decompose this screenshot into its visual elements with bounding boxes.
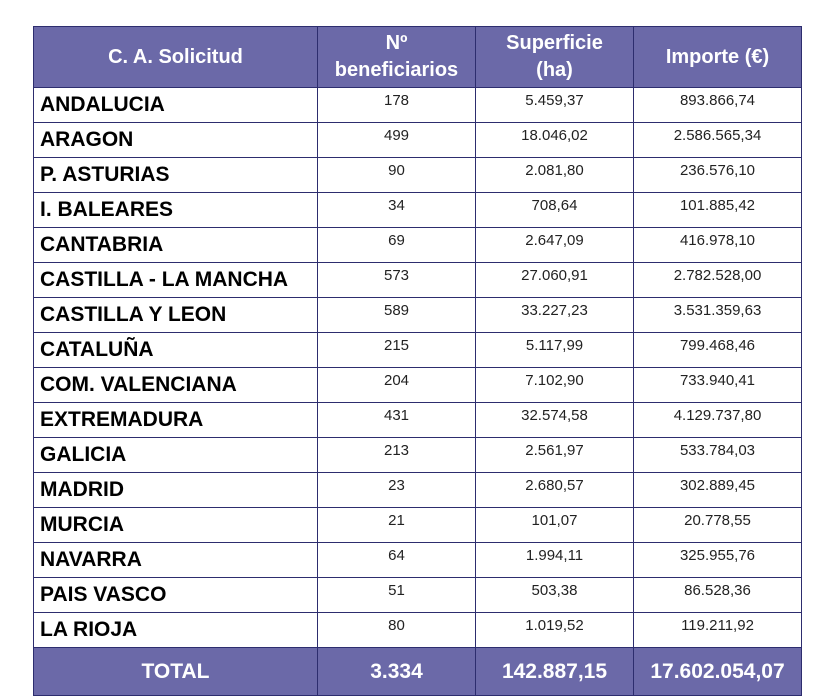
header-row — [34, 27, 802, 88]
region-cell: CASTILLA Y LEON — [34, 298, 318, 333]
beneficiarios-cell: 21 — [318, 508, 476, 543]
superficie-cell: 2.561,97 — [476, 438, 634, 473]
region-cell: I. BALEARES — [34, 193, 318, 228]
region-cell: NAVARRA — [34, 543, 318, 578]
importe-cell: 416.978,10 — [634, 228, 802, 263]
importe-cell: 2.586.565,34 — [634, 123, 802, 158]
table-row — [34, 543, 802, 578]
importe-cell: 733.940,41 — [634, 368, 802, 403]
total-row — [34, 648, 802, 696]
beneficiarios-cell: 431 — [318, 403, 476, 438]
importe-cell: 302.889,45 — [634, 473, 802, 508]
header-beneficiarios-line1: Nº — [385, 32, 408, 54]
importe-cell: 2.782.528,00 — [634, 263, 802, 298]
superficie-cell: 1.994,11 — [476, 543, 634, 578]
total-beneficiarios: 3.334 — [318, 648, 476, 696]
superficie-cell: 1.019,52 — [476, 613, 634, 648]
superficie-cell: 32.574,58 — [476, 403, 634, 438]
importe-cell: 119.211,92 — [634, 613, 802, 648]
superficie-cell: 18.046,02 — [476, 123, 634, 158]
table-body — [34, 88, 802, 648]
header-importe — [634, 27, 802, 88]
beneficiarios-cell: 69 — [318, 228, 476, 263]
superficie-cell: 503,38 — [476, 578, 634, 613]
header-beneficiarios-line2: beneficiarios — [334, 59, 459, 81]
beneficiarios-cell: 499 — [318, 123, 476, 158]
superficie-cell: 27.060,91 — [476, 263, 634, 298]
beneficiarios-cell: 178 — [318, 88, 476, 123]
importe-cell: 236.576,10 — [634, 158, 802, 193]
table-row — [34, 473, 802, 508]
table-row — [34, 228, 802, 263]
table-row — [34, 368, 802, 403]
beneficiarios-cell: 589 — [318, 298, 476, 333]
region-cell: CANTABRIA — [34, 228, 318, 263]
beneficiarios-cell: 51 — [318, 578, 476, 613]
superficie-cell: 2.680,57 — [476, 473, 634, 508]
beneficiaries-table — [33, 26, 802, 696]
region-cell: CATALUÑA — [34, 333, 318, 368]
table-header — [34, 27, 802, 88]
table-row — [34, 333, 802, 368]
region-cell: P. ASTURIAS — [34, 158, 318, 193]
region-cell: ANDALUCIA — [34, 88, 318, 123]
importe-cell: 20.778,55 — [634, 508, 802, 543]
beneficiarios-cell: 34 — [318, 193, 476, 228]
beneficiarios-cell: 204 — [318, 368, 476, 403]
superficie-cell: 2.647,09 — [476, 228, 634, 263]
table-row — [34, 158, 802, 193]
region-cell: CASTILLA - LA MANCHA — [34, 263, 318, 298]
table-row — [34, 508, 802, 543]
importe-cell: 893.866,74 — [634, 88, 802, 123]
importe-cell: 533.784,03 — [634, 438, 802, 473]
beneficiarios-cell: 23 — [318, 473, 476, 508]
superficie-cell: 5.459,37 — [476, 88, 634, 123]
table-row — [34, 578, 802, 613]
beneficiarios-cell: 90 — [318, 158, 476, 193]
beneficiarios-cell: 64 — [318, 543, 476, 578]
table-row — [34, 193, 802, 228]
superficie-cell: 7.102,90 — [476, 368, 634, 403]
table-row — [34, 123, 802, 158]
region-cell: PAIS VASCO — [34, 578, 318, 613]
region-cell: MURCIA — [34, 508, 318, 543]
header-superficie — [476, 27, 634, 88]
beneficiarios-cell: 573 — [318, 263, 476, 298]
superficie-cell: 708,64 — [476, 193, 634, 228]
importe-cell: 799.468,46 — [634, 333, 802, 368]
table-footer — [34, 648, 802, 696]
table-row — [34, 613, 802, 648]
table-row — [34, 403, 802, 438]
beneficiarios-cell: 80 — [318, 613, 476, 648]
importe-cell: 4.129.737,80 — [634, 403, 802, 438]
header-importe-label: Importe (€) — [665, 45, 770, 68]
total-label: TOTAL — [34, 648, 318, 696]
header-superficie-line2: (ha) — [536, 59, 573, 81]
table-row — [34, 438, 802, 473]
region-cell: COM. VALENCIANA — [34, 368, 318, 403]
superficie-cell: 101,07 — [476, 508, 634, 543]
region-cell: MADRID — [34, 473, 318, 508]
region-cell: GALICIA — [34, 438, 318, 473]
total-superficie: 142.887,15 — [476, 648, 634, 696]
header-beneficiarios — [318, 27, 476, 88]
importe-cell: 86.528,36 — [634, 578, 802, 613]
beneficiarios-cell: 215 — [318, 333, 476, 368]
header-superficie-line1: Superficie — [506, 32, 603, 54]
importe-cell: 325.955,76 — [634, 543, 802, 578]
region-cell: ARAGON — [34, 123, 318, 158]
importe-cell: 3.531.359,63 — [634, 298, 802, 333]
header-region-label: C. A. Solicitud — [108, 45, 243, 68]
importe-cell: 101.885,42 — [634, 193, 802, 228]
table-row — [34, 88, 802, 123]
region-cell: EXTREMADURA — [34, 403, 318, 438]
total-importe: 17.602.054,07 — [634, 648, 802, 696]
table-row — [34, 298, 802, 333]
region-cell: LA RIOJA — [34, 613, 318, 648]
header-region — [34, 27, 318, 88]
beneficiarios-cell: 213 — [318, 438, 476, 473]
superficie-cell: 2.081,80 — [476, 158, 634, 193]
superficie-cell: 5.117,99 — [476, 333, 634, 368]
superficie-cell: 33.227,23 — [476, 298, 634, 333]
table-row — [34, 263, 802, 298]
